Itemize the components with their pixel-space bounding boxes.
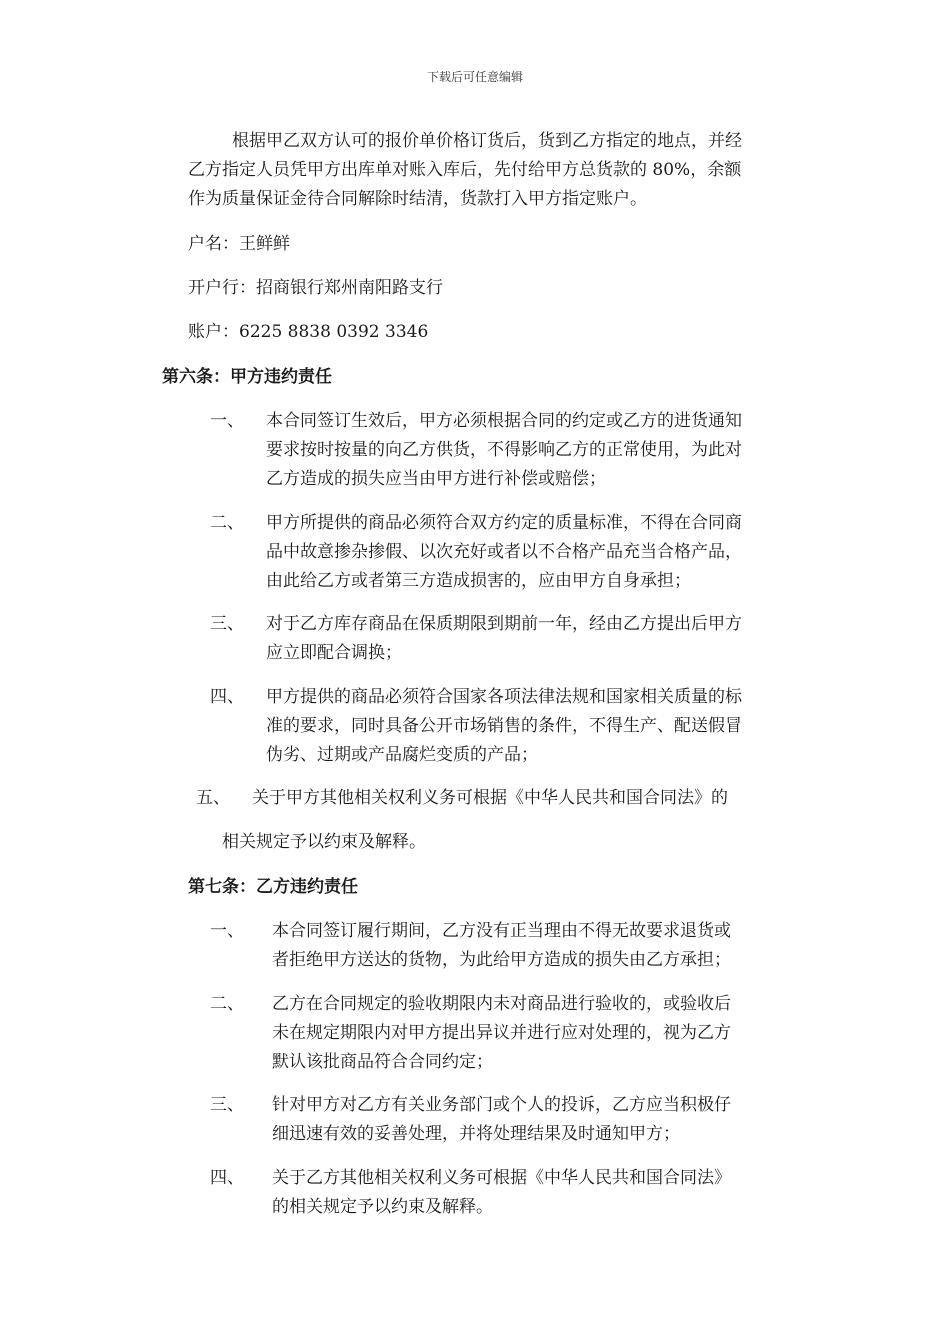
list-item-line: 关于乙方其他相关权利义务可根据《中华人民共和国合同法》 — [272, 1168, 731, 1188]
list-item-line: 细迅速有效的妥善处理，并将处理结果及时通知甲方； — [272, 1124, 680, 1144]
list-item-line: 本合同签订生效后，甲方必须根据合同的约定或乙方的进货通知 — [266, 411, 742, 431]
list-item-line: 由此给乙方或者第三方造成损害的，应由甲方自身承担； — [266, 571, 691, 591]
list-item-line: 要求按时按量的向乙方供货，不得影响乙方的正常使用，为此对 — [266, 440, 742, 460]
list-item-number: 五、 — [196, 788, 230, 808]
list-item-number: 一、 — [210, 411, 244, 431]
list-item-line: 乙方造成的损失应当由甲方进行补偿或赔偿； — [266, 469, 606, 489]
intro-line: 作为质量保证金待合同解除时结清，货款打入甲方指定账户。 — [188, 189, 647, 209]
list-item-line: 对于乙方库存商品在保质期限到期前一年，经由乙方提出后甲方 — [266, 614, 742, 634]
list-item-line: 针对甲方对乙方有关业务部门或个人的投诉，乙方应当积极仔 — [272, 1095, 731, 1115]
article7-title: 第七条：乙方违约责任 — [188, 877, 358, 897]
account-name: 户名：王鲜鲜 — [188, 234, 290, 254]
list-item-number: 四、 — [210, 687, 244, 707]
list-item-line: 关于甲方其他相关权利义务可根据《中华人民共和国合同法》的 — [252, 788, 728, 808]
list-item-line: 的相关规定予以约束及解释。 — [272, 1197, 493, 1217]
account-bank: 开户行：招商银行郑州南阳路支行 — [188, 278, 443, 298]
intro-line: 乙方指定人员凭甲方出库单对账入库后，先付给甲方总货款的 80%，余额 — [188, 160, 742, 180]
list-item-line: 乙方在合同规定的验收期限内未对商品进行验收的，或验收后 — [272, 994, 731, 1014]
list-item-line: 甲方所提供的商品必须符合双方约定的质量标准，不得在合同商 — [266, 513, 742, 533]
list-item-line: 应立即配合调换； — [266, 643, 402, 663]
list-item-number: 二、 — [210, 513, 244, 533]
list-item-line: 准的要求，同时具备公开市场销售的条件，不得生产、配送假冒 — [266, 716, 742, 736]
list-item-number: 三、 — [210, 1095, 244, 1115]
list-item-line: 甲方提供的商品必须符合国家各项法律法规和国家相关质量的标 — [266, 687, 742, 707]
intro-line: 根据甲乙双方认可的报价单价格订货后，货到乙方指定的地点，并经 — [232, 131, 742, 151]
article6-title: 第六条：甲方违约责任 — [162, 367, 332, 387]
list-item-line: 伪劣、过期或产品腐烂变质的产品； — [266, 745, 538, 765]
account-number: 账户：6225 8838 0392 3346 — [188, 322, 429, 342]
page-header: 下载后可任意编辑 — [426, 70, 523, 84]
list-item-line: 未在规定期限内对甲方提出异议并进行应对处理的，视为乙方 — [272, 1023, 731, 1043]
list-item-line: 品中故意掺杂掺假、以次充好或者以不合格产品充当合格产品， — [266, 542, 742, 562]
list-item-number: 三、 — [210, 614, 244, 634]
list-item-line: 相关规定予以约束及解释。 — [222, 832, 426, 852]
list-item-number: 二、 — [210, 994, 244, 1014]
list-item-line: 默认该批商品符合合同约定； — [272, 1052, 493, 1072]
list-item-line: 本合同签订履行期间，乙方没有正当理由不得无故要求退货或 — [272, 921, 731, 941]
list-item-line: 者拒绝甲方送达的货物，为此给甲方造成的损失由乙方承担； — [272, 950, 731, 970]
list-item-number: 四、 — [210, 1168, 244, 1188]
list-item-number: 一、 — [210, 921, 244, 941]
